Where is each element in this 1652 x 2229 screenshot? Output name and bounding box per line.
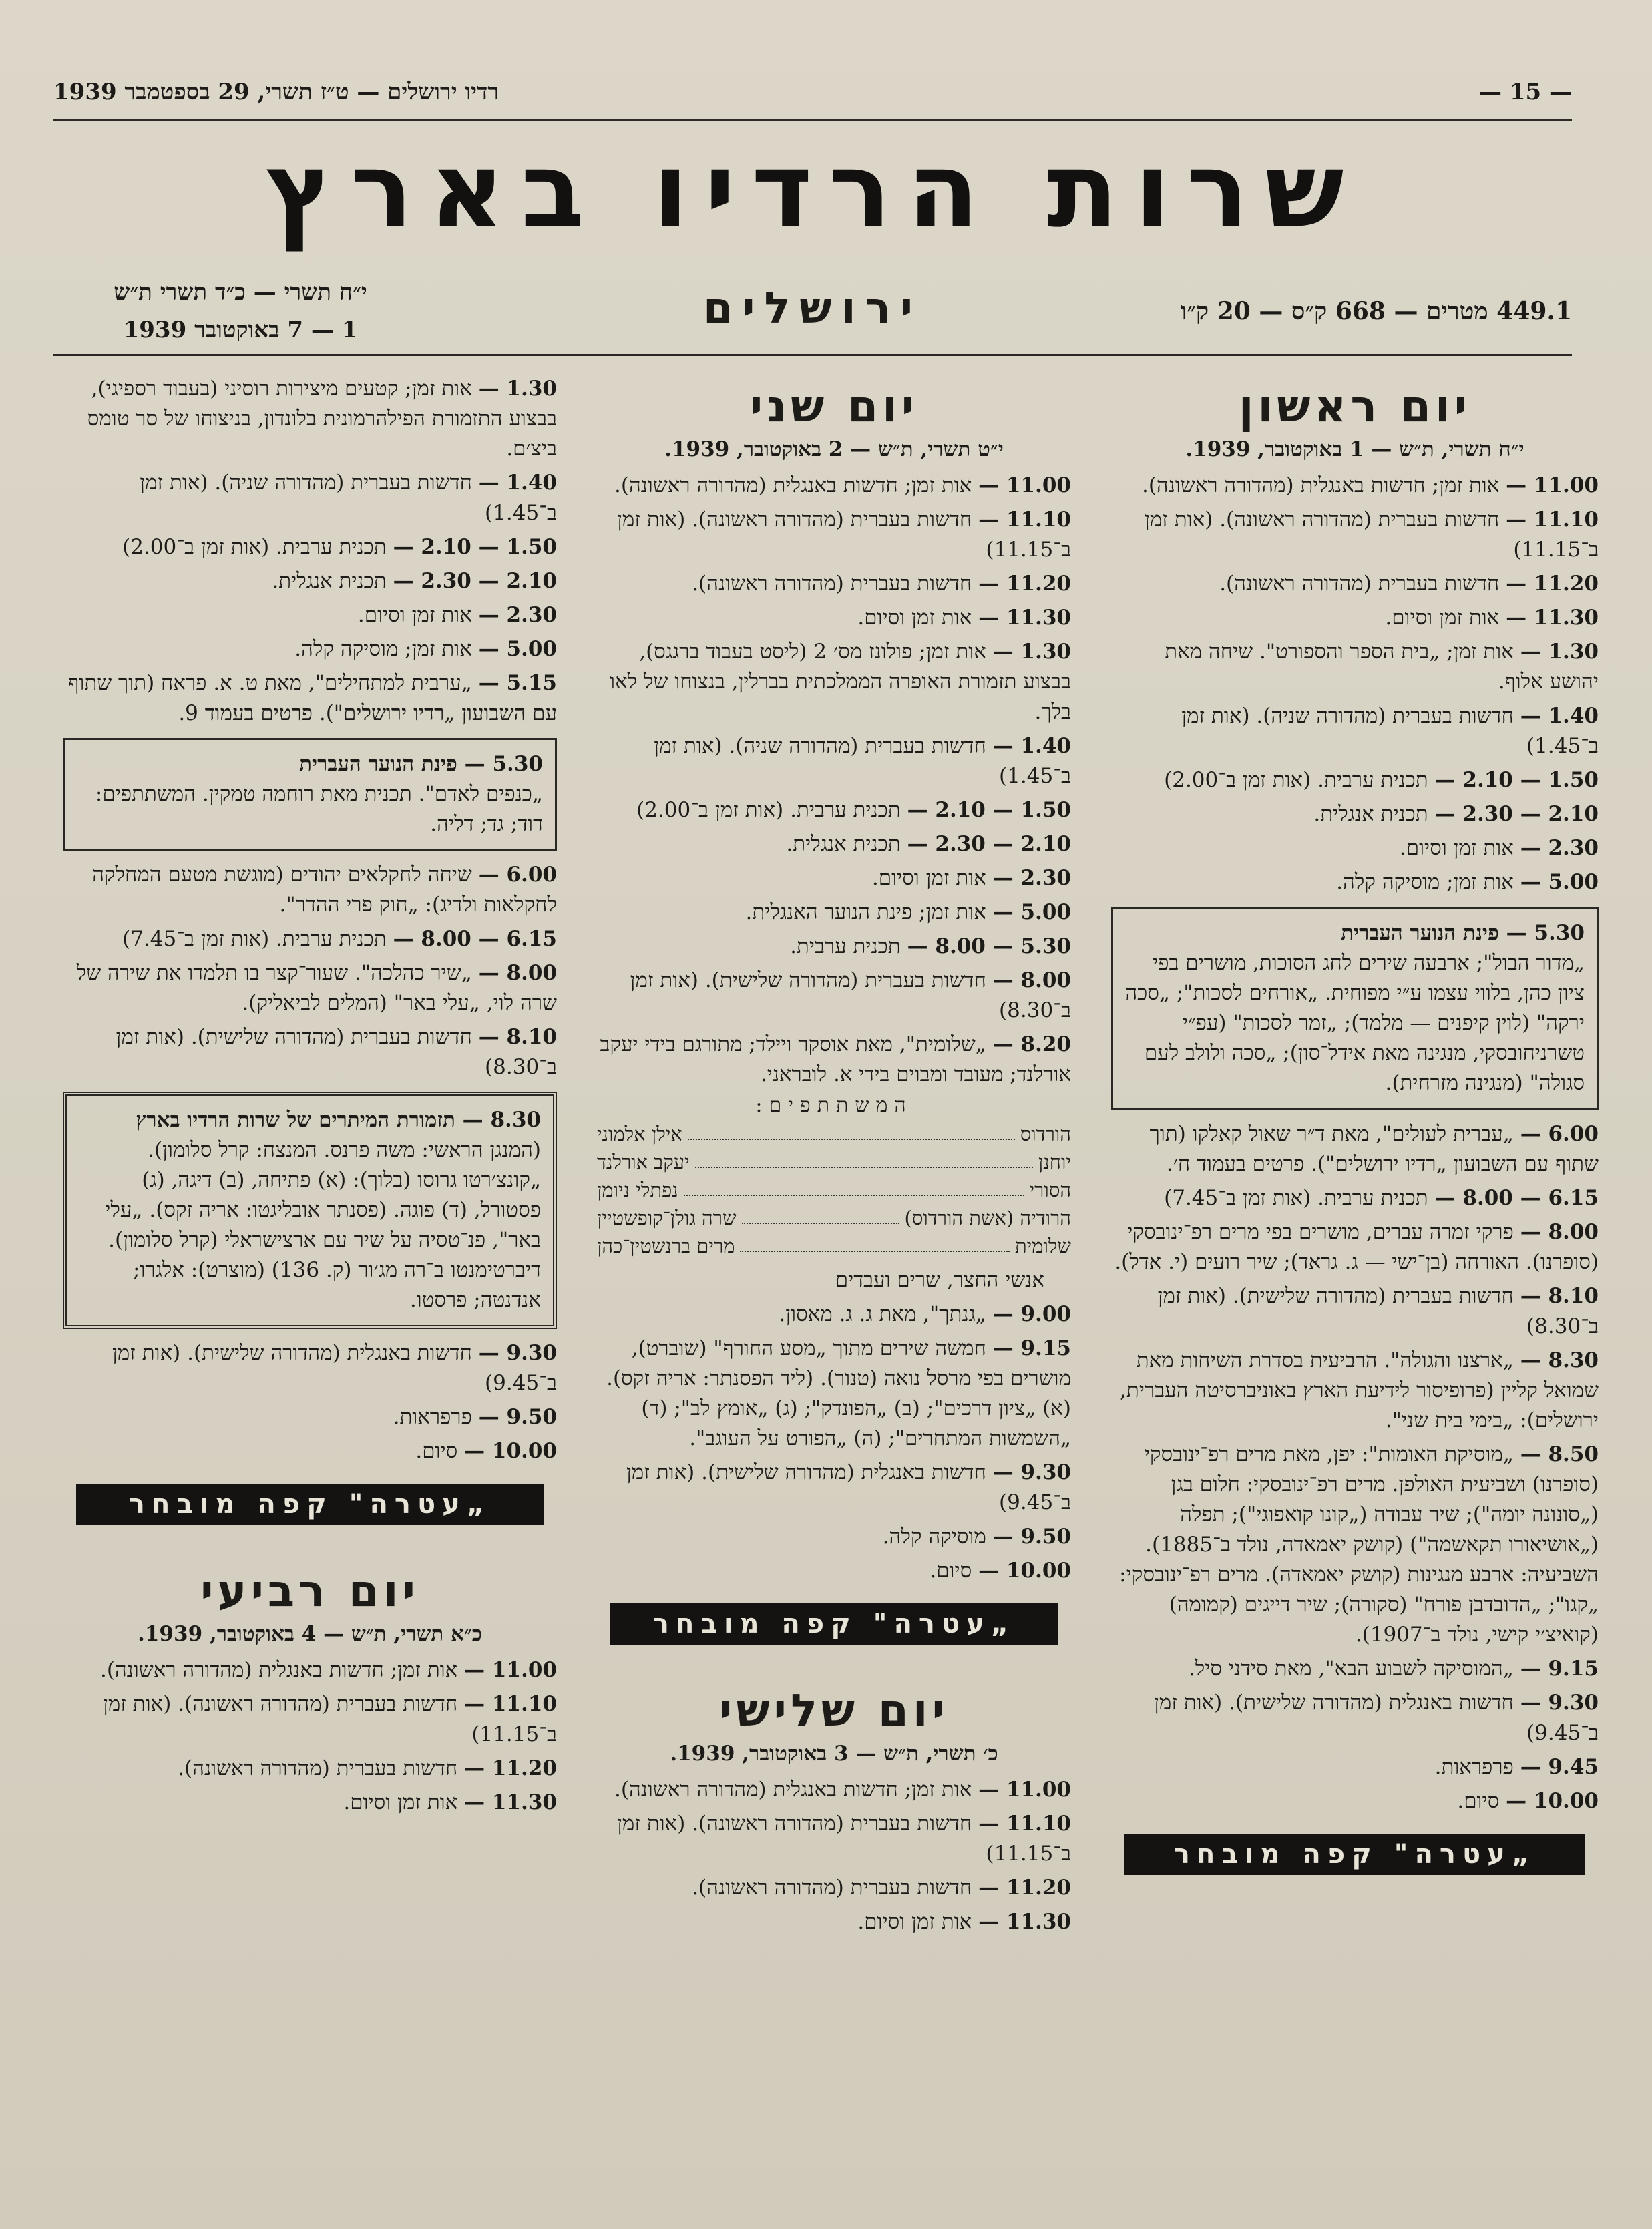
program-item bbox=[63, 1788, 557, 1818]
youth-corner-box bbox=[1111, 907, 1599, 1110]
program-text: חמשה שירים מתוך „מסע החורף" (שוברט), מושרים בפי מרסל נואה (טנור). (ליד הפסנתר: אריה זקס). (א) „ציון דרכים"; (ב) „הפונדק"; (ג) „אומץ לב"; (ד) „השמשות המתחרים"; (ה) „הפורט על העוגב". bbox=[606, 1336, 1071, 1450]
program-time: 11.00 — bbox=[464, 1658, 557, 1682]
program-list bbox=[1111, 471, 1599, 897]
program-text: „ארצנו והגולה". הרביעית בסדרת השיחות מאת שמואל קליין (פרופיסור לידיעת הארץ באוניברסיטה העברית, ירושלים): „בימי בית שני". bbox=[1120, 1348, 1599, 1432]
program-text: חדשות בעברית (מהדורה ראשונה). bbox=[692, 1876, 972, 1900]
cast-role: הסורי bbox=[1029, 1179, 1071, 1201]
program-item bbox=[63, 860, 557, 920]
day-title: יום שלישי bbox=[719, 1685, 949, 1736]
program-time: 1.50 — 2.10 — bbox=[907, 798, 1071, 822]
program-text: אות זמן וסיום. bbox=[1399, 836, 1514, 860]
program-time: 9.00 — bbox=[992, 1302, 1071, 1326]
cast-actor: מרים ברנשטין־כהן bbox=[597, 1235, 735, 1257]
program-time: 8.10 — bbox=[1520, 1284, 1599, 1308]
top-rule bbox=[53, 79, 1572, 121]
program-item bbox=[63, 1022, 557, 1082]
program-text: חדשות באנגלית (מהדורה שלישית). (אות זמן ב־9.45) bbox=[112, 1341, 557, 1395]
cast-row bbox=[597, 1232, 1071, 1260]
program-item bbox=[63, 1754, 557, 1784]
program-time: 2.30 — bbox=[992, 866, 1071, 890]
program-time: 5.00 — bbox=[992, 900, 1071, 924]
city-title: ירושלים bbox=[703, 284, 922, 333]
program-item bbox=[597, 1299, 1071, 1330]
program-time: 1.50 — 2.10 — bbox=[1434, 768, 1599, 792]
program-time: 10.00 — bbox=[978, 1559, 1071, 1583]
program-item bbox=[1111, 603, 1599, 633]
program-time: 5.30 — 8.00 — bbox=[907, 934, 1071, 958]
program-text: מוסיקה קלה. bbox=[882, 1525, 986, 1549]
program-time: 11.20 — bbox=[978, 1876, 1071, 1900]
coffee-ad: „עטרה" קפה מובחר bbox=[1124, 1834, 1585, 1875]
program-item bbox=[1111, 765, 1599, 795]
program-time: 1.40 — bbox=[1520, 704, 1599, 728]
program-list bbox=[597, 1775, 1071, 1937]
program-text: חדשות בעברית (מהדורה ראשונה). bbox=[1219, 572, 1500, 596]
program-text: אות זמן וסיום. bbox=[871, 866, 986, 890]
cast-role: שלומית bbox=[1015, 1235, 1071, 1257]
program-item bbox=[63, 1402, 557, 1432]
program-text: אות זמן; חדשות באנגלית (מהדורה ראשונה). bbox=[1141, 473, 1500, 497]
program-text: אות זמן וסיום. bbox=[857, 1910, 972, 1934]
program-list bbox=[63, 1655, 557, 1818]
dot-leader bbox=[684, 1176, 1024, 1196]
program-item bbox=[1111, 833, 1599, 863]
cast-extra: אנשי החצר, שרים ועבדים bbox=[835, 1268, 1044, 1292]
program-item bbox=[597, 897, 1071, 928]
program-time: 5.00 — bbox=[1520, 870, 1599, 894]
program-text: „גנתך", מאת ג. ג. מאסון. bbox=[779, 1302, 986, 1326]
youth-corner-box bbox=[63, 738, 557, 851]
orchestra-box bbox=[63, 1092, 557, 1329]
box-text: „מדור הבול"; ארבעה שירים לחג הסוכות, מושרים בפי ציון כהן, בלווי עצמו ע״י מפוחית. „אורחים לסכות"; „סכה ירקה" (לוין קיפנים — מלמד); „זמר לסכות" (עפ״י טשרניחובסקי, מנגינה מאת אידל־סון); „סכה ולולב לעם סגולה" (מנגינה מזרחית). bbox=[1125, 951, 1585, 1095]
program-text: פרפראות. bbox=[393, 1405, 472, 1429]
program-time: 8.00 — bbox=[992, 968, 1071, 992]
program-item bbox=[1111, 701, 1599, 761]
day-date: כ״א תשרי, ת״ש — 4 באוקטובר, 1939. bbox=[138, 1622, 482, 1646]
program-item bbox=[597, 966, 1071, 1026]
program-text: אות זמן; מוסיקה קלה. bbox=[294, 637, 472, 661]
program-time: 10.00 — bbox=[1506, 1789, 1599, 1813]
cast-role: הרודיה (אשת הורדוס) bbox=[904, 1207, 1071, 1229]
program-text: חדשות בעברית (מהדורה שניה). (אות זמן ב־1.45) bbox=[140, 471, 557, 525]
program-item bbox=[63, 1689, 557, 1750]
box-title: 8.30 — תזמורת המיתרים של שרות הרדיו בארץ bbox=[136, 1108, 541, 1132]
program-item bbox=[63, 668, 557, 729]
program-item bbox=[63, 600, 557, 630]
program-text: תכנית ערבית. (אות זמן ב־7.45) bbox=[122, 927, 387, 951]
program-time: 8.30 — bbox=[1520, 1348, 1599, 1372]
program-item bbox=[1111, 505, 1599, 565]
program-item bbox=[63, 468, 557, 528]
program-text: חדשות בעברית (מהדורה ראשונה). bbox=[178, 1756, 458, 1780]
program-text: חדשות בעברית (מהדורה ראשונה). (אות זמן ב־11.15) bbox=[617, 508, 1071, 562]
program-item bbox=[597, 1873, 1071, 1903]
program-item bbox=[597, 603, 1071, 633]
program-text: אות זמן; קטעים מיצירות רוסיני (בעבוד רספיגי), בבצוע התזמורת הפילהרמונית בלונדון, בניצוחו של סר טומס ביצ׳ם. bbox=[87, 377, 557, 461]
program-text: „מוסיקת האומות": יפן, מאת מרים רפ־ינובסקי (סופרנו) ושביעית האולפן. מרים רפ־ינובסקי: חלום בגן („סונונה יומה"); שיר עבודה („קונו קואפוגי"); תפלה („אושיאורו תקאשמה") (קושק יאמאדה, נולד ב־1885). השביעיה: ארבע מנגינות (קושק יאמאדה). מרים רפ־ינובסקי: „קגו"; „הדובדבן פורח" (סקורה); שיר דייגים (קמומה) (קואיצ׳י קישי, נולד ב־1907). bbox=[1119, 1442, 1599, 1647]
program-item bbox=[597, 471, 1071, 501]
program-time: 8.10 — bbox=[478, 1025, 557, 1049]
program-time: 10.00 — bbox=[464, 1439, 557, 1463]
program-text: חדשות באנגלית (מהדורה שלישית). (אות זמן ב־9.45) bbox=[626, 1460, 1071, 1514]
program-time: 5.00 — bbox=[478, 637, 557, 661]
program-time: 6.00 — bbox=[1520, 1122, 1599, 1146]
program-time: 11.10 — bbox=[978, 508, 1071, 532]
program-item bbox=[1111, 799, 1599, 829]
program-time: 11.10 — bbox=[1506, 508, 1599, 532]
program-item bbox=[1111, 1786, 1599, 1816]
program-time: 2.30 — bbox=[478, 603, 557, 627]
dates-hebrew: י״ח תשרי — כ״ד תשרי ת״ש bbox=[114, 279, 367, 306]
program-time: 2.10 — 2.30 — bbox=[393, 569, 557, 593]
program-text: אות זמן; חדשות באנגלית (מהדורה ראשונה). bbox=[99, 1658, 458, 1682]
program-text: אות זמן וסיום. bbox=[357, 603, 472, 627]
program-time: 11.30 — bbox=[978, 1910, 1071, 1934]
program-text: תכנית ערבית. (אות זמן ב־2.00) bbox=[122, 535, 387, 559]
cast-list bbox=[597, 1120, 1071, 1260]
program-text: חדשות בעברית (מהדורה שלישית). (אות זמן ב־8.30) bbox=[630, 968, 1071, 1022]
program-item bbox=[1111, 1281, 1599, 1342]
column-right bbox=[1111, 374, 1599, 1875]
program-time: 1.40 — bbox=[992, 734, 1071, 758]
program-text: חדשות בעברית (מהדורה ראשונה). (אות זמן ב־11.15) bbox=[617, 1812, 1071, 1866]
program-item bbox=[597, 932, 1071, 962]
program-time: 11.10 — bbox=[978, 1812, 1071, 1836]
program-item bbox=[597, 637, 1071, 727]
program-item bbox=[1111, 569, 1599, 599]
program-item bbox=[1111, 1654, 1599, 1684]
program-item bbox=[63, 566, 557, 596]
program-text: תכנית ערבית. bbox=[790, 934, 901, 958]
program-text: תכנית אנגלית. bbox=[786, 832, 901, 856]
program-text: שיחה לחקלאים יהודים (מוגשת מטעם המחלקה לחקלאות ולדיג): „חוק פרי ההדר". bbox=[92, 863, 557, 917]
program-text: אות זמן; פינת הנוער האנגלית. bbox=[745, 900, 986, 924]
program-item bbox=[597, 1556, 1071, 1586]
program-item bbox=[1111, 867, 1599, 897]
program-item bbox=[597, 505, 1071, 565]
program-list bbox=[63, 374, 557, 729]
program-item bbox=[597, 1030, 1071, 1090]
cast-role: הורדוס bbox=[1020, 1123, 1071, 1145]
program-text: אות זמן וסיום. bbox=[343, 1790, 458, 1814]
program-time: 9.45 — bbox=[1520, 1755, 1599, 1779]
program-time: 6.00 — bbox=[478, 863, 557, 887]
program-item bbox=[597, 1907, 1071, 1937]
cast-actor: נפתלי ניומן bbox=[597, 1179, 678, 1201]
program-item bbox=[597, 569, 1071, 599]
program-item bbox=[597, 863, 1071, 893]
program-text: „שלומית", מאת אוסקר ויילד; מתורגם בידי יעקב אורלנד; מעובד ומבוים בידי א. לובראני. bbox=[600, 1032, 1071, 1086]
program-text: חדשות בעברית (מהדורה ראשונה). (אות זמן ב־11.15) bbox=[1145, 508, 1599, 562]
program-time: 11.20 — bbox=[1506, 572, 1599, 596]
program-list bbox=[63, 1338, 557, 1466]
program-text: פרקי זמרה עברים, מושרים בפי מרים רפ־ינובסקי (סופרנו). האורחה (בן־ישי — ג. גראד); שיר רועים (י. אדל). bbox=[1114, 1220, 1599, 1274]
program-text: אות זמן וסיום. bbox=[857, 606, 972, 630]
program-time: 2.30 — bbox=[1520, 836, 1599, 860]
frequency-info: 449.1 מטרים — 668 ק״ס — 20 ק״ו bbox=[1181, 297, 1572, 325]
program-item bbox=[597, 1775, 1071, 1805]
cast-actor: יעקב אורלנד bbox=[597, 1151, 690, 1173]
program-item bbox=[63, 958, 557, 1018]
program-time: 8.50 — bbox=[1520, 1442, 1599, 1466]
program-text: תכנית ערבית. (אות זמן ב־2.00) bbox=[1164, 768, 1428, 792]
box-text: (המנגן הראשי: משה פרנס. המנצח: קרל סלומון). „קונצ׳רטו גרוסו (בלוך): (א) פתיחה, (ב) דיגה, (ג) פסטורל, (ד) פוגה. (פסנתר אובליגטו: אריה זקס). „עלי באר", פנ־טסיה על שיר עם ארצישראלי (קרל סלומון). דיברטימנטו ב־רה מג׳ור (ק. 136) (מוצרט): אלגרו; אנדנטה; פרסטו. bbox=[105, 1138, 541, 1312]
program-item bbox=[597, 829, 1071, 859]
program-time: 8.00 — bbox=[1520, 1220, 1599, 1244]
dot-leader bbox=[688, 1120, 1015, 1140]
program-time: 11.30 — bbox=[978, 606, 1071, 630]
program-time: 1.30 — bbox=[1520, 640, 1599, 664]
program-text: תכנית אנגלית. bbox=[1313, 802, 1428, 826]
program-text: סיום. bbox=[1457, 1789, 1500, 1813]
cast-row bbox=[597, 1204, 1071, 1232]
program-text: פרפראות. bbox=[1434, 1755, 1514, 1779]
program-time: 11.30 — bbox=[464, 1790, 557, 1814]
box-title: 5.30 — פינת הנוער העברית bbox=[299, 752, 543, 776]
program-time: 1.40 — bbox=[478, 471, 557, 495]
page-number: — 15 — bbox=[1478, 79, 1572, 106]
dot-leader bbox=[742, 1204, 899, 1224]
program-item bbox=[1111, 1346, 1599, 1436]
program-time: 9.30 — bbox=[478, 1341, 557, 1365]
program-time: 11.10 — bbox=[464, 1692, 557, 1716]
program-time: 8.00 — bbox=[478, 961, 557, 985]
day-title: יום רביעי bbox=[200, 1565, 419, 1617]
coffee-ad: „עטרה" קפה מובחר bbox=[76, 1484, 544, 1525]
program-text: חדשות באנגלית (מהדורה שלישית). (אות זמן ב־9.45) bbox=[1153, 1691, 1599, 1745]
program-item bbox=[597, 731, 1071, 791]
program-item bbox=[63, 924, 557, 954]
masthead: שרות הרדיו בארץ bbox=[265, 130, 1360, 251]
cast-actor: שרה גולן־קופשטיין bbox=[597, 1207, 737, 1229]
program-time: 9.50 — bbox=[478, 1405, 557, 1429]
program-item bbox=[597, 1334, 1071, 1454]
program-time: 2.10 — 2.30 — bbox=[1434, 802, 1599, 826]
program-item bbox=[597, 795, 1071, 825]
cast-row bbox=[597, 1148, 1071, 1176]
program-time: 11.20 — bbox=[978, 572, 1071, 596]
program-text: אות זמן; „בית הספר והספורט". שיחה מאת יהושע אלוף. bbox=[1165, 640, 1599, 694]
day-date: י״ח תשרי, ת״ש — 1 באוקטובר, 1939. bbox=[1185, 437, 1524, 461]
program-text: חדשות בעברית (מהדורה שלישית). (אות זמן ב־8.30) bbox=[116, 1025, 557, 1079]
day-date: י״ט תשרי, ת״ש — 2 באוקטובר, 1939. bbox=[664, 437, 1004, 461]
program-text: אות זמן וסיום. bbox=[1385, 606, 1500, 630]
week-dates bbox=[53, 274, 427, 349]
program-text: תכנית ערבית. (אות זמן ב־7.45) bbox=[1164, 1186, 1428, 1210]
program-time: 11.30 — bbox=[1506, 606, 1599, 630]
program-text: אות זמן; חדשות באנגלית (מהדורה ראשונה). bbox=[614, 473, 972, 497]
subheader bbox=[53, 264, 1572, 356]
cast-row bbox=[597, 1120, 1071, 1148]
program-time: 5.15 — bbox=[478, 671, 557, 695]
cast-role: יוחנן bbox=[1038, 1151, 1071, 1173]
day-title: יום ראשון bbox=[1238, 381, 1472, 432]
program-list bbox=[1111, 1119, 1599, 1816]
program-item bbox=[63, 1655, 557, 1685]
program-item bbox=[63, 1436, 557, 1466]
program-item bbox=[63, 634, 557, 664]
cast-actor: אילן אלמוני bbox=[597, 1123, 682, 1145]
program-text: אות זמן; מוסיקה קלה. bbox=[1336, 870, 1514, 894]
dateline: רדיו ירושלים — ט״ז תשרי, 29 בספטמבר 1939 bbox=[53, 79, 499, 106]
program-time: 6.15 — 8.00 — bbox=[1434, 1186, 1599, 1210]
program-time: 9.50 — bbox=[992, 1525, 1071, 1549]
program-item bbox=[1111, 1119, 1599, 1179]
program-text: חדשות בעברית (מהדורה שניה). (אות זמן ב־1.45) bbox=[1181, 704, 1599, 758]
program-text: „עברית לעולים", מאת ד״ר שאול קאלקו (תוך שתוף עם השבועון „רדיו ירושלים"). פרטים בעמוד ח׳. bbox=[1149, 1122, 1599, 1176]
program-item bbox=[1111, 1217, 1599, 1277]
program-text: אות זמן; פולונז מס׳ 2 (ליסט בעבוד ברגגס), בבצוע תזמורת האופרה הממלכתית בברלין, בנצוחו של לאו בלך. bbox=[610, 640, 1071, 724]
program-text: חדשות בעברית (מהדורה שלישית). (אות זמן ב־8.30) bbox=[1157, 1284, 1599, 1338]
program-time: 6.15 — 8.00 — bbox=[393, 927, 557, 951]
program-time: 1.50 — 2.10 — bbox=[393, 535, 557, 559]
program-text: סיום. bbox=[415, 1439, 458, 1463]
program-text: אות זמן; חדשות באנגלית (מהדורה ראשונה). bbox=[614, 1778, 972, 1802]
program-time: 11.00 — bbox=[978, 473, 1071, 497]
day-title: יום שני bbox=[749, 381, 919, 432]
program-text: תכנית ערבית. (אות זמן ב־2.00) bbox=[636, 798, 901, 822]
day-date: כ׳ תשרי, ת״ש — 3 באוקטובר, 1939. bbox=[670, 1742, 998, 1766]
column-middle bbox=[597, 374, 1071, 1941]
cast-label: המשתתפים: bbox=[755, 1094, 913, 1117]
program-time: 8.20 — bbox=[992, 1032, 1071, 1056]
program-list bbox=[597, 471, 1071, 1090]
program-item bbox=[1111, 471, 1599, 501]
program-time: 1.30 — bbox=[992, 640, 1071, 664]
program-time: 11.00 — bbox=[1506, 473, 1599, 497]
program-item bbox=[1111, 1688, 1599, 1748]
program-list bbox=[63, 860, 557, 1082]
program-time: 9.30 — bbox=[1520, 1691, 1599, 1715]
program-item bbox=[597, 1522, 1071, 1552]
program-text: „שיר כהלכה". שעור־קצר בו תלמדו את שירה של שרה לוי, „עלי באר" (המלים לביאליק). bbox=[76, 961, 557, 1015]
program-item bbox=[1111, 637, 1599, 697]
program-time: 9.15 — bbox=[992, 1336, 1071, 1360]
program-text: חדשות בעברית (מהדורה שניה). (אות זמן ב־1.45) bbox=[654, 734, 1071, 788]
program-text: חדשות בעברית (מהדורה ראשונה). bbox=[692, 572, 972, 596]
program-item bbox=[63, 374, 557, 464]
program-item bbox=[1111, 1183, 1599, 1213]
dot-leader bbox=[695, 1148, 1033, 1168]
column-left bbox=[63, 374, 557, 1822]
dates-gregorian: 1 — 7 באוקטובר 1939 bbox=[123, 317, 358, 343]
program-item bbox=[63, 1338, 557, 1398]
dot-leader bbox=[740, 1232, 1010, 1252]
program-item bbox=[597, 1809, 1071, 1869]
coffee-ad: „עטרה" קפה מובחר bbox=[610, 1603, 1058, 1645]
program-time: 2.10 — 2.30 — bbox=[907, 832, 1071, 856]
program-time: 1.30 — bbox=[478, 377, 557, 401]
program-item bbox=[597, 1458, 1071, 1518]
program-time: 9.15 — bbox=[1520, 1657, 1599, 1681]
program-list bbox=[597, 1299, 1071, 1586]
program-text: תכנית אנגלית. bbox=[272, 569, 387, 593]
program-time: 11.00 — bbox=[978, 1778, 1071, 1802]
program-text: סיום. bbox=[930, 1559, 972, 1583]
program-item bbox=[63, 532, 557, 562]
program-time: 9.30 — bbox=[992, 1460, 1071, 1484]
program-time: 11.20 — bbox=[464, 1756, 557, 1780]
cast-row bbox=[597, 1176, 1071, 1204]
box-text: „כנפים לאדם". תכנית מאת רוחמה טמקין. המשתתפים: דוד; גד; דליה. bbox=[95, 782, 543, 836]
program-text: „המוסיקה לשבוע הבא", מאת סידני סיל. bbox=[1188, 1657, 1514, 1681]
program-item bbox=[1111, 1440, 1599, 1650]
program-text: חדשות בעברית (מהדורה ראשונה). (אות זמן ב־11.15) bbox=[103, 1692, 557, 1746]
box-title: 5.30 — פינת הנוער העברית bbox=[1341, 921, 1585, 945]
program-text: „ערבית למתחילים", מאת ט. א. פראח (תוך שתוף עם השבועון „רדיו ירושלים"). פרטים בעמוד 9. bbox=[68, 671, 557, 725]
program-item bbox=[1111, 1752, 1599, 1782]
